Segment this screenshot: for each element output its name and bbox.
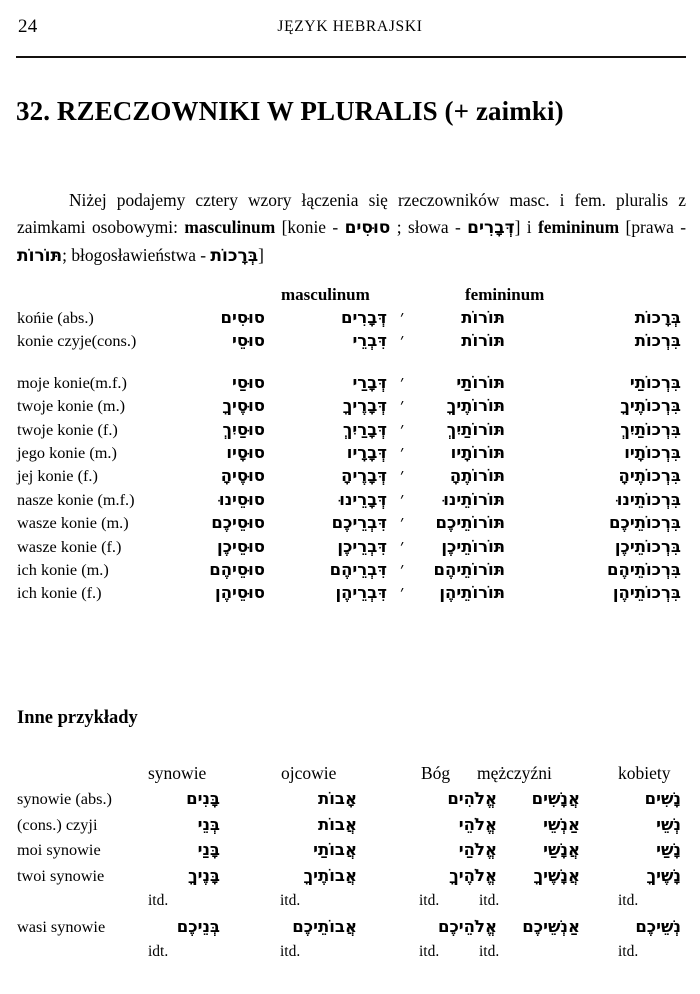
cell-devarim: דִּבְרֵיהֶם <box>329 559 387 579</box>
cell-banim: בָּנִים <box>186 789 220 808</box>
term-masculinum: masculinum <box>184 217 276 238</box>
cell-avot: אֲבוֹתֶיךָ <box>303 865 357 885</box>
hebrew-torot: תּוֹרוֹת <box>17 246 63 267</box>
column-header-ojcowie: ojcowie <box>281 763 337 783</box>
cell-berakhot: בִּרְכוֹתֶיךָ <box>620 396 681 416</box>
itd-bog: itd. <box>419 943 440 960</box>
header-divider <box>16 56 686 58</box>
cell-susim: סוּסֶיהָ <box>220 466 265 486</box>
examples-column-headers <box>17 760 683 786</box>
intro-text-4: ] i <box>514 217 538 238</box>
cell-torot: תּוֹרוֹת <box>461 308 505 327</box>
cell-berakhot: בִּרְכוֹתֵיהֶם <box>607 559 681 579</box>
itd-synowie: idt. <box>148 943 169 960</box>
cell-susim: סוּסֶיךָ <box>222 396 265 416</box>
cell-torot: תּוֹרוֹתֶיךָ <box>446 396 505 416</box>
hebrew-berakhot: בְּרָכוֹת <box>210 246 259 267</box>
table-row <box>17 558 683 581</box>
row-label: twoje konie (f.) <box>17 419 118 439</box>
cell-anashim: אֲנָשִׁים <box>531 789 580 808</box>
paradigm-column-headers <box>17 284 683 306</box>
cell-separator: ׳ <box>400 537 404 555</box>
cell-elohim: אֱלֹהַי <box>458 840 497 859</box>
cell-nashim: נְשֵׁי <box>656 814 681 834</box>
cell-devarim: דְּבָרָיו <box>346 442 387 462</box>
table-row <box>17 464 683 487</box>
cell-torot: תּוֹרוֹת <box>461 331 505 351</box>
column-header-synowie: synowie <box>148 763 207 783</box>
cell-separator: ׳ <box>400 560 404 578</box>
hebrew-devarim: דְּבָרִים <box>467 218 515 239</box>
cell-devarim: דְּבָרֶיךָ <box>342 396 387 416</box>
itd-bog: itd. <box>419 892 440 909</box>
cell-elohim: אֱלֹהִים <box>447 789 497 808</box>
cell-torot: תּוֹרוֹתַי <box>456 372 505 392</box>
cell-anashim: אַנְשֵׁיכֶם <box>522 916 580 936</box>
cell-susim: סוּסֵיכֶן <box>217 536 265 556</box>
itd-ojcowie: itd. <box>280 943 301 960</box>
table-row <box>17 812 683 838</box>
examples-table <box>17 760 683 965</box>
table-row <box>17 837 683 863</box>
cell-separator: ׳ <box>400 420 404 438</box>
cell-susim: סוּסֵיהֶם <box>209 559 265 579</box>
itd-mezczyzni: itd. <box>479 892 500 909</box>
table-row <box>17 488 683 511</box>
cell-separator: ׳ <box>400 490 404 508</box>
cell-separator: ׳ <box>400 373 404 391</box>
cell-anashim: אֲנָשֶׁיךָ <box>533 865 580 885</box>
column-header-kobiety: kobiety <box>618 763 671 783</box>
cell-susim: סוּסִים <box>220 308 265 327</box>
cell-berakhot: בִּרְכוֹתֵיהֶן <box>612 583 681 603</box>
subsection-heading: Inne przykłady <box>17 708 138 728</box>
intro-paragraph <box>17 187 686 270</box>
row-label: twoje konie (m.) <box>17 396 126 416</box>
cell-avot: אֲבוֹת <box>317 814 357 834</box>
cell-susim: סוּסָיו <box>226 442 265 462</box>
row-label: ich konie (f.) <box>17 583 102 603</box>
row-label: wasi synowie <box>17 916 106 936</box>
table-row <box>17 329 683 352</box>
row-label: konie czyje(cons.) <box>17 331 137 351</box>
cell-nashim: נְשֵׁיכֶם <box>635 916 681 936</box>
cell-separator: ׳ <box>400 443 404 461</box>
row-label: twoi synowie <box>17 865 105 885</box>
cell-anashim: אֲנָשַׁי <box>543 840 580 859</box>
paradigm-table <box>17 284 683 605</box>
row-label: końie (abs.) <box>17 308 94 327</box>
table-row <box>17 914 683 940</box>
row-label: jej konie (f.) <box>17 466 98 486</box>
cell-separator: ׳ <box>400 397 404 415</box>
table-row <box>17 418 683 441</box>
cell-torot: תּוֹרוֹתֵינוּ <box>443 489 505 509</box>
row-label: synowie (abs.) <box>17 789 112 808</box>
cell-berakhot: בִּרְכוֹתָיו <box>624 442 681 462</box>
cell-banim: בְּנֵיכֶם <box>176 916 220 936</box>
cell-berakhot: בִּרְכוֹתַי <box>629 372 681 392</box>
cell-berakhot: בִּרְכוֹתֵינוּ <box>616 489 681 509</box>
cell-separator: ׳ <box>400 467 404 485</box>
cell-susim: סוּסֵי <box>232 331 265 351</box>
cell-devarim: דְּבָרִים <box>340 308 387 327</box>
cell-berakhot: בִּרְכוֹתֵיכֶן <box>614 536 681 556</box>
cell-torot: תּוֹרוֹתֵיכֶם <box>435 513 505 533</box>
itd-kobiety: itd. <box>618 943 639 960</box>
cell-nashim: נָשֶׁיךָ <box>646 865 681 885</box>
cell-nashim: נָשַׁי <box>656 840 681 859</box>
row-label: (cons.) czyji <box>17 814 98 834</box>
cell-torot: תּוֹרוֹתָיו <box>450 442 505 462</box>
table-row <box>17 863 683 889</box>
intro-text-2: [konie - <box>275 217 345 238</box>
paradigm-row-gap <box>17 353 683 371</box>
intro-text-6: ; błogosławieństwa - <box>62 245 211 266</box>
row-label: wasze konie (m.) <box>17 513 129 533</box>
term-femininum: femininum <box>537 217 620 238</box>
cell-nashim: נָשִׁים <box>644 789 681 808</box>
column-header-masculinum: masculinum <box>281 285 370 304</box>
cell-susim: סוּסֵיהֶן <box>215 583 265 603</box>
cell-torot: תּוֹרוֹתַיִךְ <box>446 419 505 439</box>
cell-banim: בְּנֵי <box>197 814 220 834</box>
cell-devarim: דִּבְרֵיכֶן <box>337 536 387 556</box>
cell-banim: בָּנַי <box>197 840 220 859</box>
cell-devarim: דִּבְרֵיהֶן <box>335 583 387 603</box>
cell-devarim: דְּבָרֵינוּ <box>339 489 387 509</box>
itd-kobiety: itd. <box>618 892 639 909</box>
continuation-row <box>17 888 683 914</box>
table-row <box>17 535 683 558</box>
intro-text-1: Niżej podajemy cztery wzory łączenia się rzeczowników masc. i fem. pluralis z zaimkami osobowymi: <box>17 190 686 238</box>
cell-berakhot: בְּרָכוֹת <box>634 308 681 327</box>
cell-susim: סוּסַיִךְ <box>222 419 265 439</box>
cell-susim: סוּסֵינוּ <box>218 489 265 509</box>
cell-separator: ׳ <box>400 309 404 326</box>
intro-text-5: [prawa - <box>619 217 686 238</box>
cell-avot: אֲבוֹתֵיכֶם <box>292 916 357 936</box>
cell-berakhot: בִּרְכוֹתַיִךְ <box>620 419 681 439</box>
intro-text-3: ; słowa - <box>390 217 468 238</box>
running-head <box>18 16 682 40</box>
cell-berakhot: בִּרְכוֹתֵיכֶם <box>609 513 681 533</box>
cell-berakhot: בִּרְכוֹתֶיהָ <box>618 466 681 486</box>
itd-ojcowie: itd. <box>280 892 301 909</box>
column-header-mezczyzni: mężczyźni <box>477 763 552 783</box>
cell-elohim: אֱלֹהֵי <box>458 814 497 834</box>
page-number: 24 <box>18 16 38 37</box>
cell-avot: אֲבוֹתַי <box>313 840 357 859</box>
row-label: moje konie(m.f.) <box>17 372 127 392</box>
cell-elohim: אֱלֹהֶיךָ <box>449 865 497 885</box>
table-row <box>17 306 683 329</box>
cell-torot: תּוֹרוֹתֵיכֶן <box>441 536 505 556</box>
cell-separator: ׳ <box>400 332 404 350</box>
cell-avot: אָבוֹת <box>317 789 357 808</box>
row-label: jego konie (m.) <box>17 442 117 462</box>
cell-devarim: דְּבָרֶיהָ <box>341 466 387 486</box>
row-label: moi synowie <box>17 840 101 859</box>
itd-synowie: itd. <box>148 892 169 909</box>
cell-devarim: דְּבָרַי <box>352 372 387 392</box>
itd-mezczyzni: itd. <box>479 943 500 960</box>
cell-torot: תּוֹרוֹתֶהָ <box>449 466 505 486</box>
cell-devarim: דִּבְרֵי <box>352 331 387 351</box>
cell-anashim: אַנְשֵׁי <box>543 814 580 834</box>
hebrew-susim: סוּסִים <box>344 218 391 239</box>
cell-elohim: אֱלֹהֵיכֶם <box>437 916 497 936</box>
running-title: JĘZYK HEBRAJSKI <box>277 18 423 35</box>
row-label: ich konie (m.) <box>17 559 109 579</box>
cell-separator: ׳ <box>400 514 404 532</box>
cell-susim: סוּסַי <box>232 372 265 392</box>
cell-torot: תּוֹרוֹתֵיהֶן <box>439 583 505 603</box>
table-row <box>17 786 683 812</box>
table-row <box>17 371 683 394</box>
table-row <box>17 511 683 534</box>
row-label: nasze konie (m.f.) <box>17 489 135 509</box>
table-row <box>17 394 683 417</box>
continuation-row <box>17 939 683 965</box>
intro-text-7: ] <box>258 245 264 266</box>
cell-berakhot: בִּרְכוֹת <box>634 331 681 351</box>
section-title: 32. RZECZOWNIKI W PLURALIS (+ zaimki) <box>16 96 564 126</box>
cell-torot: תּוֹרוֹתֵיהֶם <box>433 559 505 579</box>
table-row <box>17 581 683 604</box>
cell-separator: ׳ <box>400 584 404 602</box>
row-label: wasze konie (f.) <box>17 536 122 556</box>
table-row <box>17 441 683 464</box>
cell-devarim: דִּבְרֵיכֶם <box>331 513 387 533</box>
column-header-femininum: femininum <box>465 285 545 304</box>
column-header-bog: Bóg <box>421 763 451 783</box>
cell-banim: בָּנֶיךָ <box>188 865 220 885</box>
cell-devarim: דְּבָרַיִךְ <box>342 419 387 439</box>
cell-susim: סוּסֵיכֶם <box>211 513 265 533</box>
